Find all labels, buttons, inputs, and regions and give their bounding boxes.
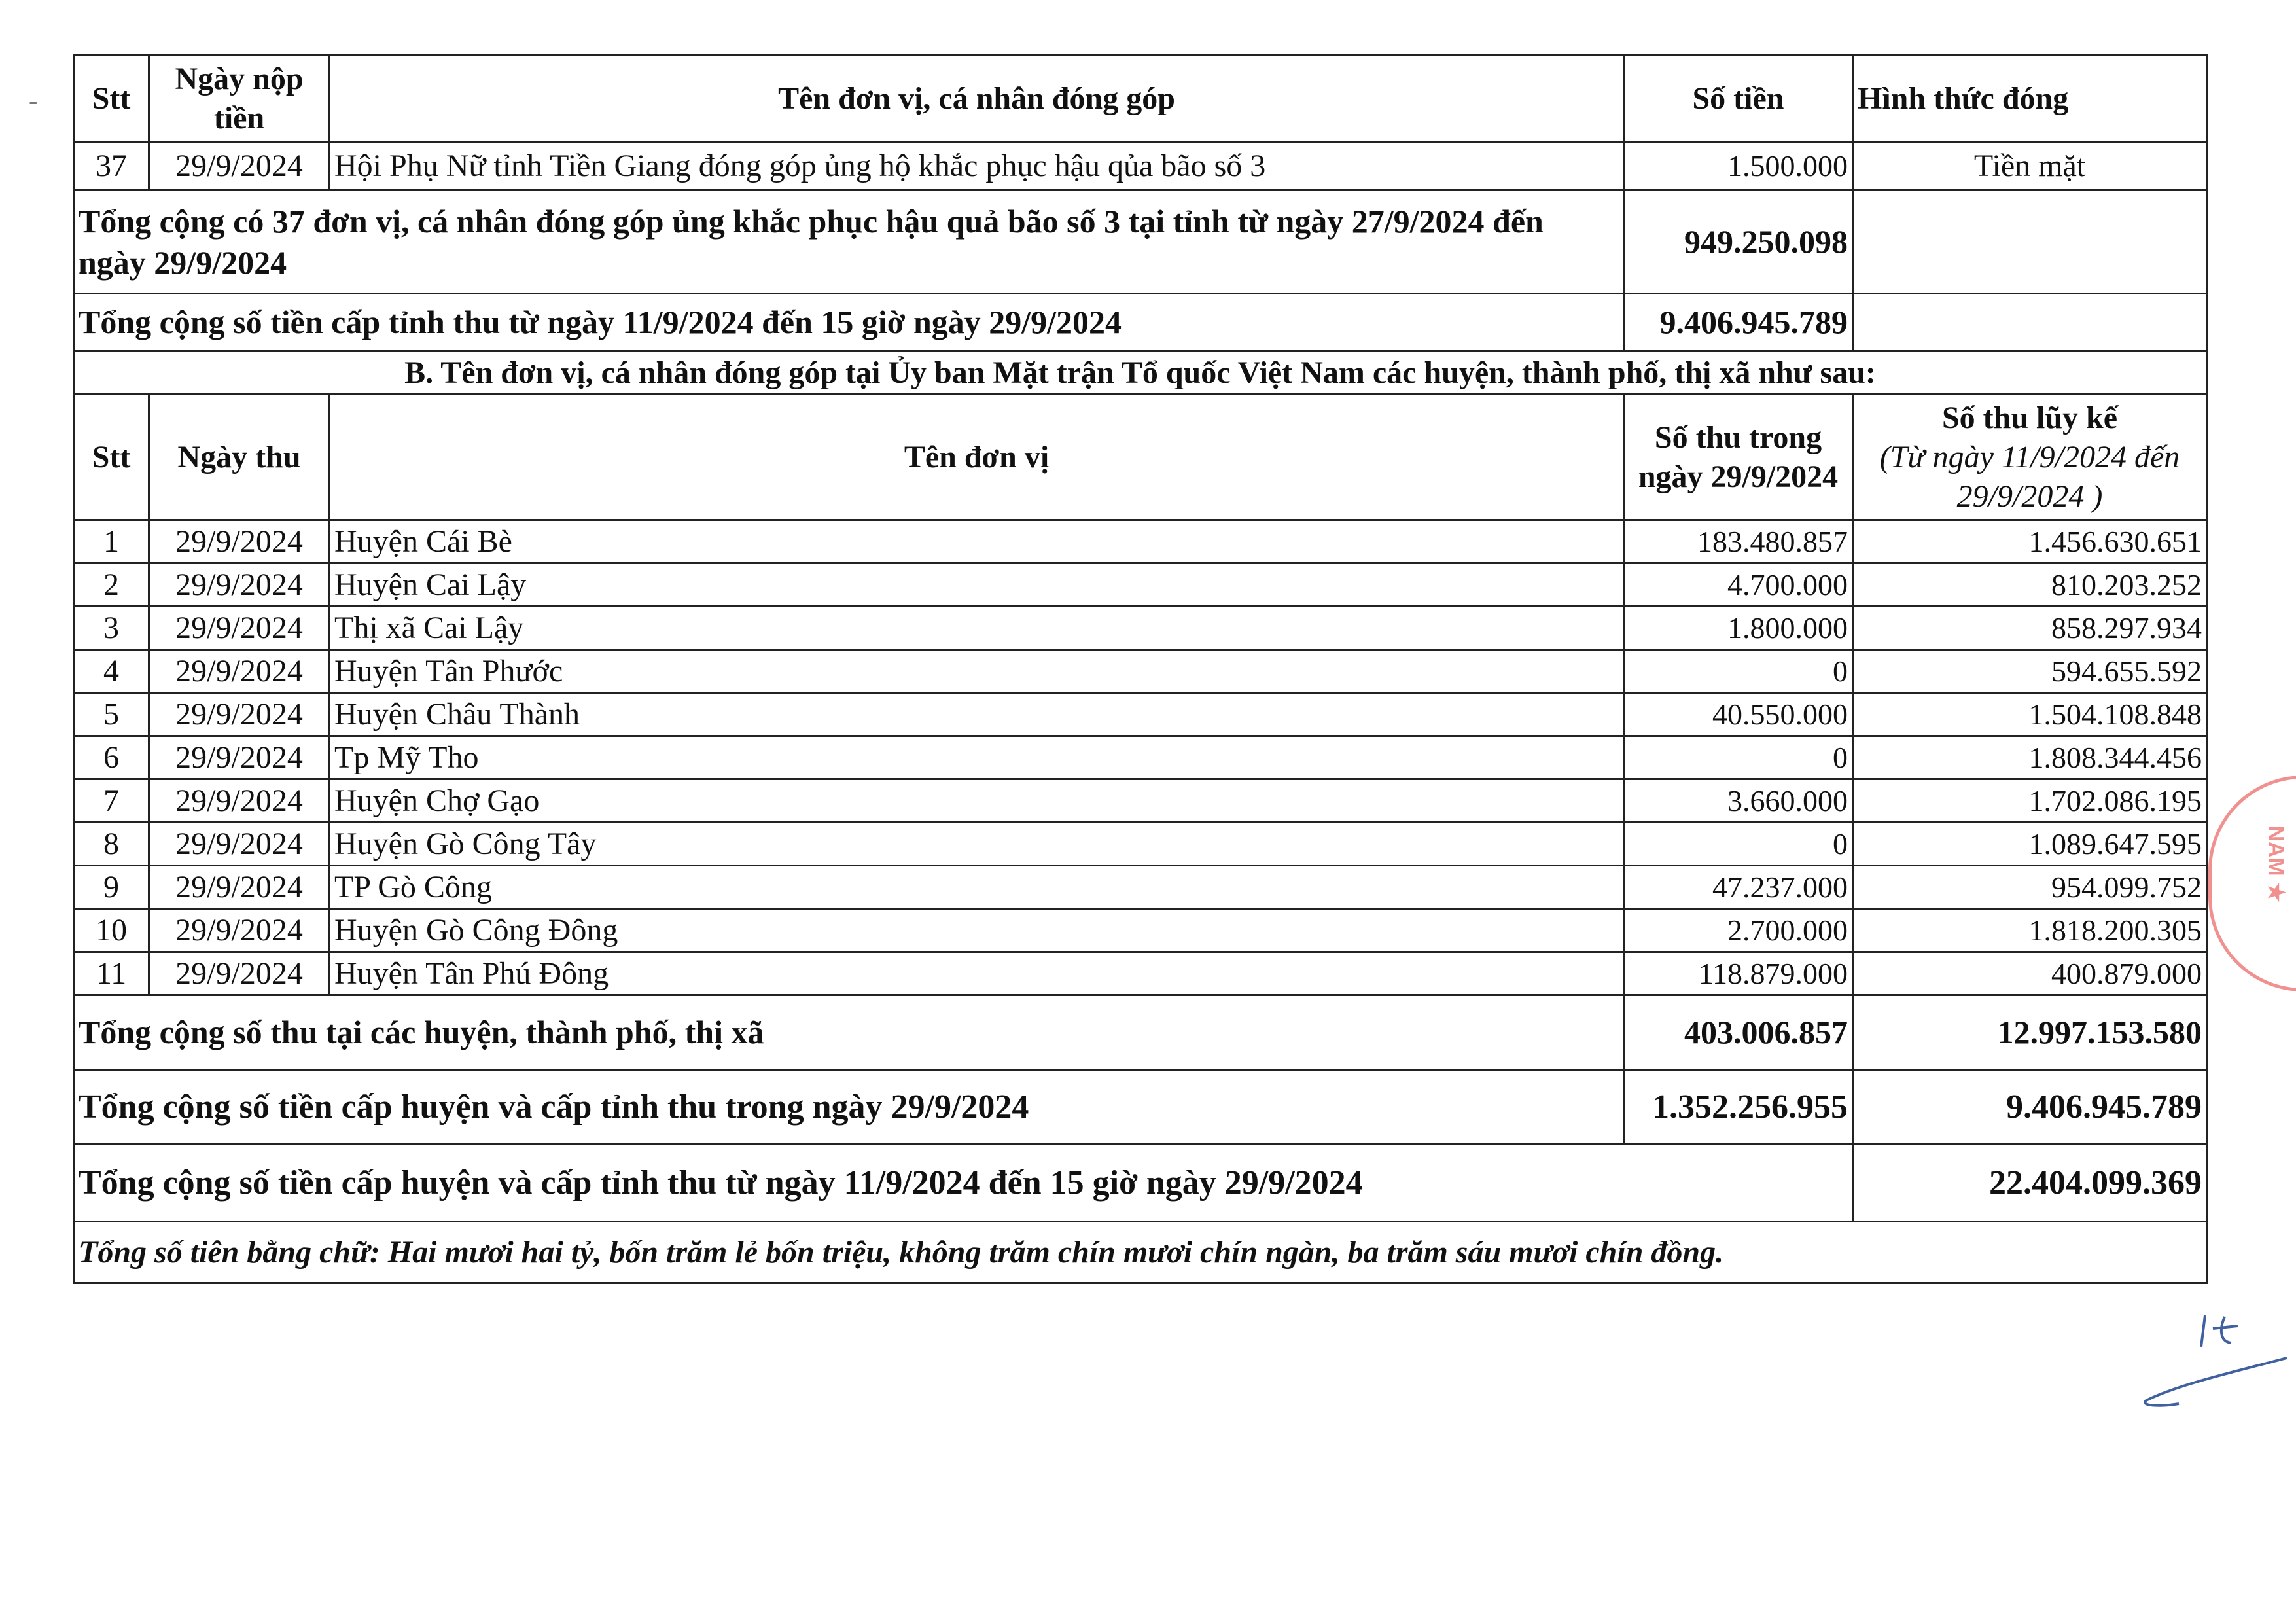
amount-in-words-row	[74, 1222, 2207, 1283]
district-total-label: Tổng cộng số thu tại các huyện, thành phố, thị xã	[74, 995, 1624, 1070]
table-row	[74, 866, 2207, 909]
part-b-title-row	[74, 351, 2207, 395]
table-row	[74, 952, 2207, 995]
row-cumulative: 858.297.934	[1853, 607, 2207, 650]
district-total-row	[74, 995, 2207, 1070]
grand-total-row	[74, 1145, 2207, 1222]
row-stt: 6	[74, 736, 149, 779]
table-row	[74, 823, 2207, 866]
header-cumulative-title: Số thu lũy kế	[1941, 400, 2118, 435]
row-unit-name: Huyện Chợ Gạo	[330, 779, 1624, 823]
row-date: 29/9/2024	[149, 650, 330, 693]
district-total-cumulative: 12.997.153.580	[1853, 995, 2207, 1070]
row-day-amount: 0	[1624, 736, 1853, 779]
province-total-amount: 9.406.945.789	[1624, 294, 1853, 351]
header-collection-date: Ngày thu	[149, 395, 330, 520]
row-stt: 11	[74, 952, 149, 995]
row-cumulative: 1.456.630.651	[1853, 520, 2207, 563]
row-day-amount: 40.550.000	[1624, 693, 1853, 736]
table-row	[74, 520, 2207, 563]
row-stt: 1	[74, 520, 149, 563]
row-day-amount: 47.237.000	[1624, 866, 1853, 909]
row-date: 29/9/2024	[149, 520, 330, 563]
row-cumulative: 1.504.108.848	[1853, 693, 2207, 736]
header-payment-date: Ngày nộp tiền	[149, 56, 330, 142]
row-cumulative: 594.655.592	[1853, 650, 2207, 693]
header-unit-name: Tên đơn vị	[330, 395, 1624, 520]
row-stt: 8	[74, 823, 149, 866]
part-a-subtotal-row	[74, 190, 2207, 294]
row-amount: 1.500.000	[1624, 142, 1853, 190]
row-date: 29/9/2024	[149, 866, 330, 909]
grand-total-amount: 22.404.099.369	[1853, 1145, 2207, 1222]
header-cumulative-note: (Từ ngày 11/9/2024 đến 29/9/2024 )	[1879, 439, 2180, 514]
row-cumulative: 1.808.344.456	[1853, 736, 2207, 779]
subtotal-label: Tổng cộng có 37 đơn vị, cá nhân đóng góp ủng khắc phục hậu quả bão số 3 tại tỉnh từ ngày 27/9/2024 đến ngày 29/9/2024	[74, 190, 1624, 294]
row-name: Hội Phụ Nữ tỉnh Tiền Giang đóng góp ủng hộ khắc phục hậu qủa bão số 3	[330, 142, 1624, 190]
header-amount: Số tiền	[1624, 56, 1853, 142]
part-a-total-row	[74, 294, 2207, 351]
row-stt: 4	[74, 650, 149, 693]
amount-in-words: Tổng số tiên bằng chữ: Hai mươi hai tỷ, bốn trăm lẻ bốn triệu, không trăm chín mươi chín ngàn, ba trăm sáu mươi chín đồng.	[74, 1222, 2207, 1283]
row-day-amount: 183.480.857	[1624, 520, 1853, 563]
row-form: Tiền mặt	[1853, 142, 2207, 190]
row-cumulative: 1.702.086.195	[1853, 779, 2207, 823]
header-payment-form: Hình thức đóng	[1853, 56, 2207, 142]
row-cumulative: 400.879.000	[1853, 952, 2207, 995]
stamp-text: NAM ★	[2263, 825, 2289, 902]
row-day-amount: 0	[1624, 823, 1853, 866]
row-day-amount: 2.700.000	[1624, 909, 1853, 952]
grand-total-label: Tổng cộng số tiền cấp huyện và cấp tỉnh thu từ ngày 11/9/2024 đến 15 giờ ngày 29/9/2024	[74, 1145, 1853, 1222]
empty-cell	[1853, 294, 2207, 351]
row-date: 29/9/2024	[149, 142, 330, 190]
row-day-amount: 3.660.000	[1624, 779, 1853, 823]
margin-mark: -	[29, 86, 38, 115]
row-date: 29/9/2024	[149, 563, 330, 607]
row-cumulative: 954.099.752	[1853, 866, 2207, 909]
row-day-amount: 1.800.000	[1624, 607, 1853, 650]
part-a-header-row	[74, 56, 2207, 142]
row-day-amount: 118.879.000	[1624, 952, 1853, 995]
row-unit-name: Thị xã Cai Lậy	[330, 607, 1624, 650]
row-date: 29/9/2024	[149, 736, 330, 779]
part-b-title: B. Tên đơn vị, cá nhân đóng góp tại Ủy ban Mặt trận Tổ quốc Việt Nam các huyện, thành phố, thị xã như sau:	[74, 351, 2207, 395]
row-date: 29/9/2024	[149, 693, 330, 736]
row-unit-name: Tp Mỹ Tho	[330, 736, 1624, 779]
contribution-table	[73, 54, 2208, 1284]
row-unit-name: Huyện Gò Công Tây	[330, 823, 1624, 866]
row-unit-name: Huyện Cai Lậy	[330, 563, 1624, 607]
row-stt: 3	[74, 607, 149, 650]
table-row	[74, 142, 2207, 190]
row-stt: 10	[74, 909, 149, 952]
row-stt: 7	[74, 779, 149, 823]
header-cumulative	[1853, 395, 2207, 520]
row-unit-name: Huyện Tân Phú Đông	[330, 952, 1624, 995]
handwritten-signature	[2133, 1302, 2290, 1423]
subtotal-amount: 949.250.098	[1624, 190, 1853, 294]
part-b-header-row	[74, 395, 2207, 520]
day-total-cumulative: 9.406.945.789	[1853, 1070, 2207, 1145]
row-unit-name: Huyện Châu Thành	[330, 693, 1624, 736]
row-unit-name: Huyện Gò Công Đông	[330, 909, 1624, 952]
header-day-amount: Số thu trong ngày 29/9/2024	[1624, 395, 1853, 520]
table-row	[74, 563, 2207, 607]
day-total-label: Tổng cộng số tiền cấp huyện và cấp tỉnh thu trong ngày 29/9/2024	[74, 1070, 1624, 1145]
header-stt: Stt	[74, 56, 149, 142]
header-stt: Stt	[74, 395, 149, 520]
table-row	[74, 779, 2207, 823]
signature-icon	[2133, 1302, 2290, 1420]
row-date: 29/9/2024	[149, 607, 330, 650]
table-row	[74, 693, 2207, 736]
row-date: 29/9/2024	[149, 779, 330, 823]
row-cumulative: 1.089.647.595	[1853, 823, 2207, 866]
district-total-day: 403.006.857	[1624, 995, 1853, 1070]
day-total-row	[74, 1070, 2207, 1145]
table-row	[74, 909, 2207, 952]
row-cumulative: 810.203.252	[1853, 563, 2207, 607]
row-day-amount: 0	[1624, 650, 1853, 693]
row-unit-name: Huyện Cái Bè	[330, 520, 1624, 563]
empty-cell	[1853, 190, 2207, 294]
row-stt: 9	[74, 866, 149, 909]
table-row	[74, 607, 2207, 650]
row-stt: 5	[74, 693, 149, 736]
row-date: 29/9/2024	[149, 909, 330, 952]
document-sheet	[73, 54, 2206, 1284]
row-day-amount: 4.700.000	[1624, 563, 1853, 607]
row-stt: 37	[74, 142, 149, 190]
day-total-day: 1.352.256.955	[1624, 1070, 1853, 1145]
row-date: 29/9/2024	[149, 952, 330, 995]
row-unit-name: TP Gò Công	[330, 866, 1624, 909]
table-row	[74, 736, 2207, 779]
table-row	[74, 650, 2207, 693]
row-date: 29/9/2024	[149, 823, 330, 866]
red-seal-stamp	[2208, 776, 2296, 991]
row-unit-name: Huyện Tân Phước	[330, 650, 1624, 693]
row-stt: 2	[74, 563, 149, 607]
province-total-label: Tổng cộng số tiền cấp tỉnh thu từ ngày 11/9/2024 đến 15 giờ ngày 29/9/2024	[74, 294, 1624, 351]
header-contributor-name: Tên đơn vị, cá nhân đóng góp	[330, 56, 1624, 142]
row-cumulative: 1.818.200.305	[1853, 909, 2207, 952]
